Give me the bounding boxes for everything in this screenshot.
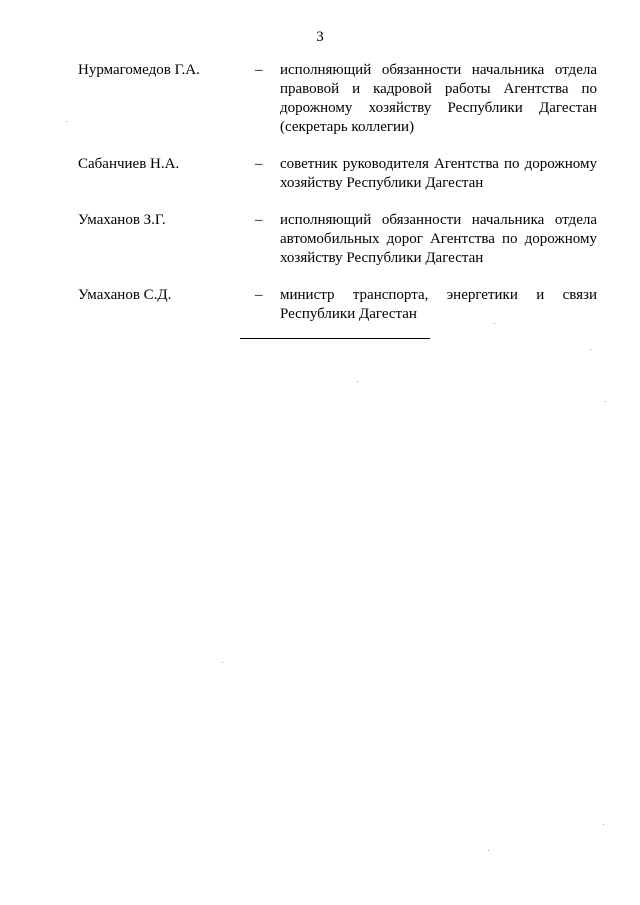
member-name: Умаханов С.Д. xyxy=(78,287,172,303)
scan-speck xyxy=(488,850,489,851)
member-row xyxy=(0,155,640,193)
member-role: советник руководителя Агентства по дорожному хозяйству Республики Дагестан xyxy=(280,156,597,191)
commission-member-list xyxy=(0,61,640,342)
scan-speck xyxy=(605,401,606,402)
member-row xyxy=(0,61,640,137)
scan-speck xyxy=(66,121,67,122)
dash-separator: – xyxy=(255,287,263,303)
member-row xyxy=(0,286,640,324)
member-name: Нурмагомедов Г.А. xyxy=(78,62,200,78)
member-role: исполняющий обязанности начальника отдела автомобильных дорог Агентства по дорожному хозяйству Республики Дагестан xyxy=(280,212,597,266)
scan-speck xyxy=(357,381,358,382)
member-row xyxy=(0,211,640,268)
member-name: Сабанчиев Н.А. xyxy=(78,156,180,172)
member-name: Умаханов З.Г. xyxy=(78,212,166,228)
dash-separator: – xyxy=(255,212,263,228)
end-of-list-rule xyxy=(240,338,430,339)
page-number: 3 xyxy=(316,29,324,45)
scan-speck xyxy=(494,323,495,324)
scan-speck xyxy=(590,349,591,350)
member-role: исполняющий обязанности начальника отдела правовой и кадровой работы Агентства по дорожному хозяйству Республики Дагестан (секретарь коллегии) xyxy=(280,62,597,135)
member-role: министр транспорта, энергетики и связи Республики Дагестан xyxy=(280,287,597,322)
scan-speck xyxy=(222,662,223,663)
scan-speck xyxy=(603,824,604,825)
dash-separator: – xyxy=(255,62,263,78)
dash-separator: – xyxy=(255,156,263,172)
